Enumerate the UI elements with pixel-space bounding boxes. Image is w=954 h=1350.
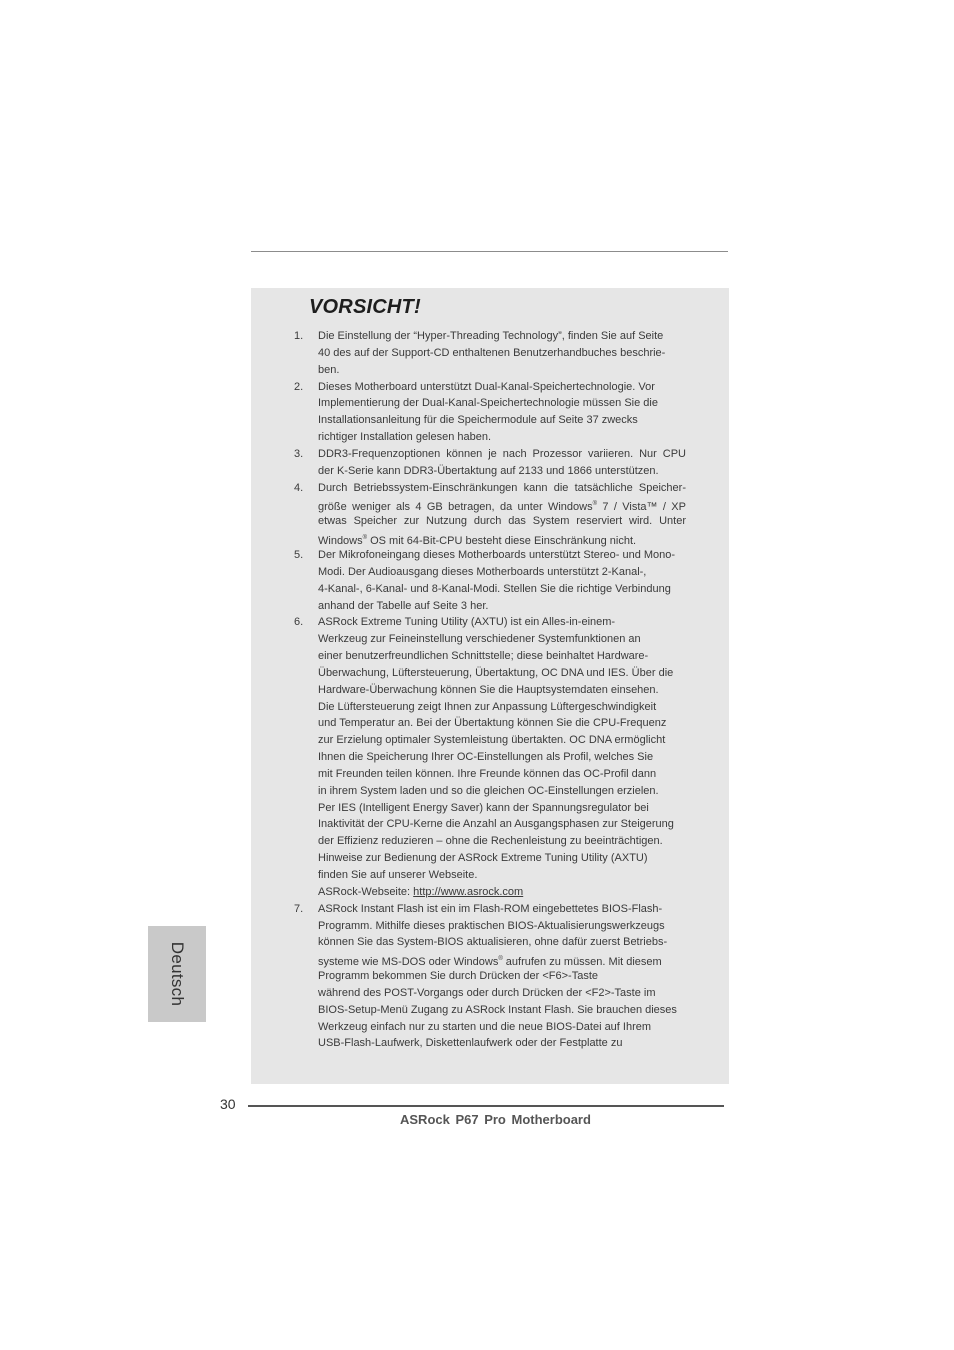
item-line [318, 884, 686, 901]
item-line: können Sie das System-BIOS aktualisieren, ohne dafür zuerst Betriebs- [318, 936, 668, 949]
item-text: 7 / Vista™ / XP [597, 501, 686, 514]
list-item-6 [294, 614, 686, 900]
registered-mark: ® [362, 535, 368, 542]
item-line: ASRock Extreme Tuning Utility (AXTU) ist ein Alles-in-einem- [318, 616, 616, 629]
item-line: Überwachung, Lüftersteuerung, Übertaktung, OC DNA und IES. Über die [318, 666, 674, 679]
list-item-4 [294, 480, 686, 547]
item-line: der Effizienz reduzieren – ohne die Rechenleistung zu beeinträchtigen. [318, 835, 663, 848]
item-line: 40 des auf der Support-CD enthaltenen Benutzerhandbuches beschrie- [318, 346, 666, 359]
list-item-3 [294, 446, 686, 480]
item-text: ASRock-Webseite: [318, 885, 414, 898]
item-line: Werkzeug zur Feineinstellung verschiedener Systemfunktionen an [318, 633, 641, 646]
item-line: Per IES (Intelligent Energy Saver) kann der Spannungsregulator bei [318, 801, 649, 814]
item-line: Installationsanleitung für die Speichermodule auf Seite 37 zwecks [318, 414, 638, 427]
item-line: und Temperatur an. Bei der Übertaktung können Sie die CPU-Frequenz [318, 717, 667, 730]
item-line: 4-Kanal-, 6-Kanal- und 8-Kanal-Modi. Stellen Sie die richtige Verbindung [318, 582, 671, 595]
item-line: richtiger Installation gelesen haben. [318, 431, 492, 444]
item-line [318, 951, 686, 968]
item-line: Programm. Mithilfe dieses praktischen BIOS-Aktualisierungswerkzeugs [318, 919, 665, 932]
item-line: Hardware-Überwachung können Sie die Hauptsystemdaten einsehen. [318, 683, 659, 696]
item-line: Durch Betriebssystem-Einschränkungen kann die tatsächliche Speicher- [318, 481, 686, 494]
item-line: etwas Speicher zur Nutzung durch das System reserviert wird. Unter [318, 515, 686, 528]
item-line: Die Einstellung der “Hyper-Threading Technology”, finden Sie auf Seite [318, 330, 664, 342]
caution-list [294, 328, 686, 1052]
item-number: 3. [294, 447, 304, 460]
item-number: 4. [294, 481, 304, 494]
item-number: 1. [294, 330, 304, 342]
item-line: in ihrem System laden und so die gleichen OC-Einstellungen erzielen. [318, 784, 659, 797]
item-line: BIOS-Setup-Menü Zugang zu ASRock Instant Flash. Sie brauchen dieses [318, 1003, 677, 1016]
item-text: OS mit 64-Bit-CPU besteht diese Einschränkung nicht. [367, 535, 637, 548]
footer-product: ASRock P67 Pro Motherboard [400, 1112, 591, 1127]
item-line: Die Lüftersteuerung zeigt Ihnen zur Anpassung Lüftergeschwindigkeit [318, 700, 657, 713]
footer-rule [248, 1105, 724, 1107]
item-line: Modi. Der Audioausgang dieses Motherboards unterstützt 2-Kanal-, [318, 565, 647, 578]
item-line: Ihnen die Speicherung Ihrer OC-Einstellungen als Profil, welches Sie [318, 751, 654, 764]
item-line: mit Freunden teilen können. Ihre Freunde können das OC-Profil dann [318, 767, 657, 780]
registered-mark: ® [498, 956, 503, 963]
item-line [318, 496, 686, 513]
item-line: anhand der Tabelle auf Seite 3 her. [318, 599, 489, 612]
item-line: Dieses Motherboard unterstützt Dual-Kanal-Speichertechnologie. Vor [318, 380, 655, 393]
item-line: Der Mikrofoneingang dieses Motherboards unterstützt Stereo- und Mono- [318, 548, 676, 561]
list-item-7 [294, 901, 686, 1053]
language-tab-label: Deutsch [168, 941, 187, 1007]
item-line: Inaktivität der CPU-Kerne die Anzahl an Ausgangsphasen zur Steigerung [318, 818, 674, 831]
item-line: DDR3-Frequenzoptionen können je nach Prozessor variieren. Nur CPU [318, 447, 686, 460]
caution-heading: VORSICHT! [309, 296, 421, 318]
item-line: der K-Serie kann DDR3-Übertaktung auf 2133 und 1866 unterstützen. [318, 464, 659, 477]
item-text: aufrufen zu müssen. Mit diesem [502, 956, 662, 969]
item-number: 5. [294, 548, 304, 561]
item-line [318, 530, 686, 547]
item-text: Windows [318, 535, 363, 548]
item-line: finden Sie auf unserer Webseite. [318, 869, 478, 881]
item-line: Programm bekommen Sie durch Drücken der <F6>-Taste [318, 970, 599, 983]
list-item-5 [294, 547, 686, 614]
item-number: 6. [294, 616, 304, 629]
item-text: systeme wie MS-DOS oder Windows [318, 956, 499, 969]
item-line: während des POST-Vorgangs oder durch Drücken der <F2>-Taste im [318, 986, 656, 999]
registered-mark: ® [592, 501, 598, 508]
item-number: 2. [294, 380, 304, 393]
item-text: größe weniger als 4 GB betragen, da unter Windows [318, 501, 593, 514]
header-rule [251, 251, 728, 252]
page-number: 30 [220, 1096, 236, 1112]
item-line: ben. [318, 363, 340, 376]
language-tab [148, 926, 206, 1022]
item-line: Werkzeug einfach nur zu starten und die neue BIOS-Datei auf Ihrem [318, 1020, 652, 1033]
item-line: Implementierung der Dual-Kanal-Speichertechnologie müssen Sie die [318, 397, 658, 410]
item-line: Hinweise zur Bedienung der ASRock Extreme Tuning Utility (AXTU) [318, 852, 648, 865]
list-item-1 [294, 328, 686, 379]
item-line: zur Erzielung optimaler Systemleistung übertakten. OC DNA ermöglicht [318, 734, 666, 747]
asrock-website-link[interactable]: http://www.asrock.com [413, 885, 524, 898]
item-number: 7. [294, 902, 304, 915]
item-line: einer benutzerfreundlichen Schnittstelle; diese beinhaltet Hardware- [318, 650, 649, 663]
item-line: USB-Flash-Laufwerk, Diskettenlaufwerk oder der Festplatte zu [318, 1037, 623, 1050]
item-line: ASRock Instant Flash ist ein im Flash-ROM eingebettetes BIOS-Flash- [318, 902, 663, 915]
list-item-2 [294, 379, 686, 446]
